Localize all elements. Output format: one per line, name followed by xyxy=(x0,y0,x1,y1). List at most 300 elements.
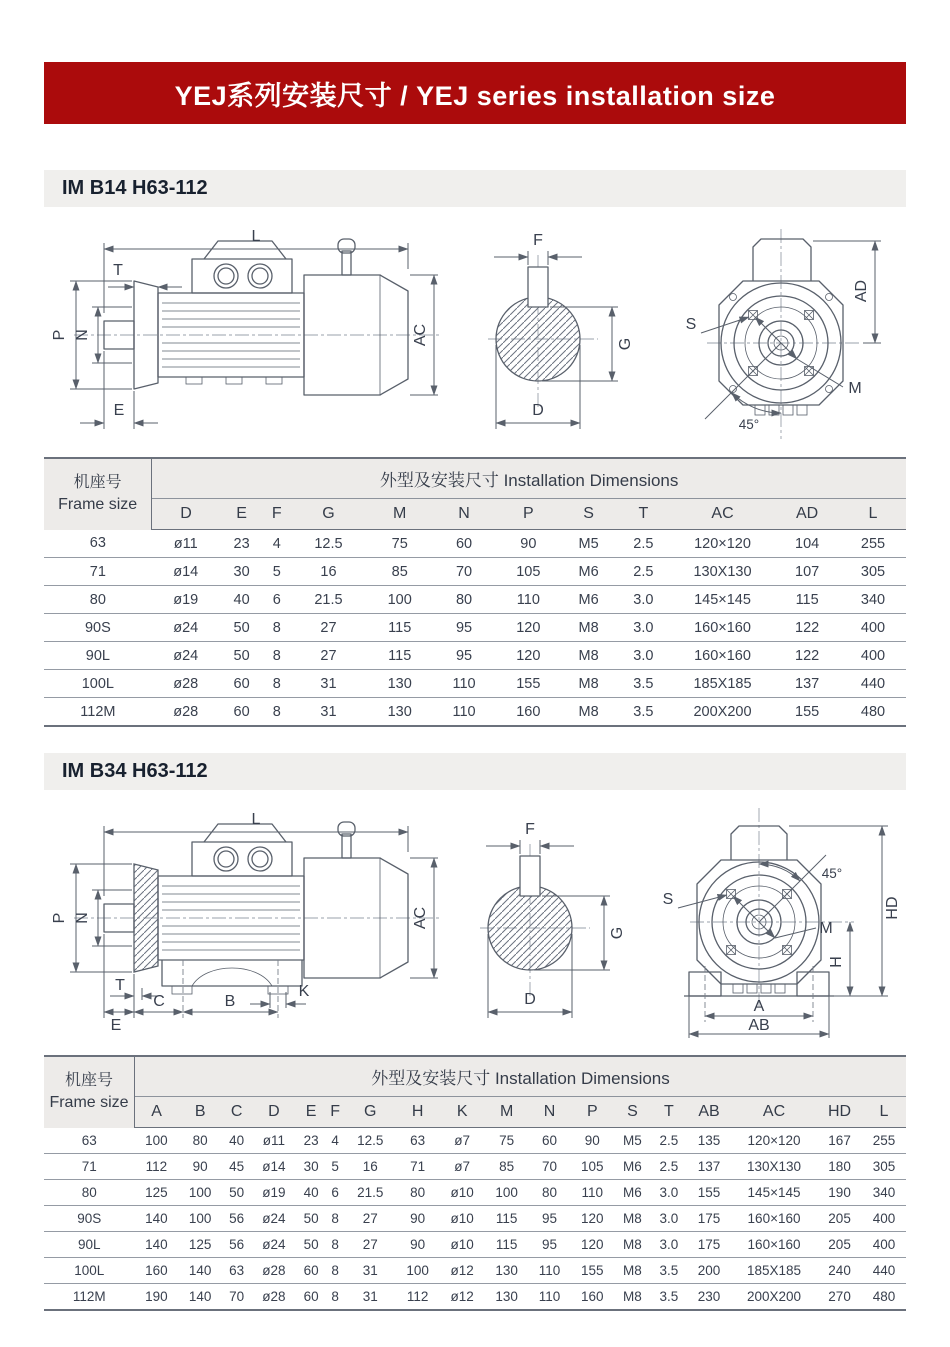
dim-cell-S: M8 xyxy=(614,1206,650,1232)
dim-label-H: H xyxy=(828,956,845,968)
dim-cell-F: 8 xyxy=(326,1206,345,1232)
dim-cell-F: 8 xyxy=(331,1289,339,1304)
dim-cell-AB: 175 xyxy=(687,1206,731,1232)
dim-cell-HD: 167 xyxy=(817,1128,862,1154)
dim-label-AC: AC xyxy=(412,906,429,930)
dim-label-F: F xyxy=(525,821,535,838)
frame-size-header-en: Frame size xyxy=(49,1094,129,1112)
dim-cell-E: 50 xyxy=(296,1232,325,1258)
dim-label-B: B xyxy=(224,993,236,1010)
dim-label-G: G xyxy=(616,337,634,351)
dim-cell-P: 120 xyxy=(570,1206,614,1232)
table-row xyxy=(44,558,906,586)
dim-cell-H: 90 xyxy=(396,1232,440,1258)
dim-cell-F: 4 xyxy=(326,1128,345,1154)
dim-cell-N: 95 xyxy=(529,1232,571,1258)
dim-label-S: S xyxy=(662,891,674,908)
frame-size-header-zh: 机座号 xyxy=(73,473,122,491)
dim-cell-N: 70 xyxy=(433,558,496,586)
dim-cell-C: 70 xyxy=(229,1289,245,1304)
column-header-G: G xyxy=(290,499,367,530)
dim-cell-M: 115 xyxy=(367,642,433,670)
dim-cell-L: 255 xyxy=(840,530,906,558)
dim-cell-A: 112 xyxy=(135,1154,179,1180)
column-header-D: D xyxy=(251,1097,296,1128)
dim-cell-E: 60 xyxy=(296,1258,325,1284)
dim-cell-AC: 130X130 xyxy=(731,1154,817,1180)
dim-cell-S: M6 xyxy=(561,586,616,614)
dim-cell-HD: 190 xyxy=(817,1180,862,1206)
dim-cell-M: 85 xyxy=(485,1154,529,1180)
dim-cell-C: 45 xyxy=(222,1154,251,1180)
b14-dimensions-table xyxy=(44,457,906,727)
dim-cell-S: M5 xyxy=(561,530,616,558)
column-header-A: A xyxy=(135,1097,179,1128)
column-header-E: E xyxy=(220,499,264,530)
dim-cell-P: 155 xyxy=(570,1258,614,1284)
dim-cell-G: 21.5 xyxy=(290,586,367,614)
column-header-AB: AB xyxy=(687,1097,731,1128)
column-header-G: G xyxy=(345,1097,396,1128)
dim-label-D: D xyxy=(531,402,544,419)
dim-cell-C: 63 xyxy=(222,1258,251,1284)
column-header-S: S xyxy=(561,499,616,530)
column-header-E: E xyxy=(296,1097,325,1128)
frame-size-cell: 90L xyxy=(44,642,152,670)
dim-cell-L: 480 xyxy=(860,703,886,720)
dim-cell-S: M8 xyxy=(561,670,616,698)
section-heading-b14 xyxy=(44,170,906,207)
dim-cell-E: 60 xyxy=(220,670,264,698)
dim-cell-M: 75 xyxy=(485,1128,529,1154)
dim-cell-P: 155 xyxy=(495,670,561,698)
dim-cell-AB: 137 xyxy=(687,1154,731,1180)
dim-cell-K: ø12 xyxy=(440,1258,485,1284)
dim-cell-HD: 180 xyxy=(817,1154,862,1180)
dim-cell-N: 110 xyxy=(452,703,476,720)
dim-cell-E: 50 xyxy=(220,642,264,670)
dim-cell-AB: 200 xyxy=(687,1258,731,1284)
dim-cell-A: 100 xyxy=(135,1128,179,1154)
dim-cell-N: 95 xyxy=(433,614,496,642)
dim-cell-M: 85 xyxy=(367,558,433,586)
dim-cell-G: 27 xyxy=(345,1232,396,1258)
dim-cell-T: 2.5 xyxy=(651,1128,688,1154)
dim-cell-P: 110 xyxy=(570,1180,614,1206)
dim-cell-A: 125 xyxy=(135,1180,179,1206)
dim-cell-N: 110 xyxy=(433,670,496,698)
dim-cell-G: 31 xyxy=(320,703,337,720)
dim-cell-F: 5 xyxy=(264,558,291,586)
dim-cell-L: 340 xyxy=(862,1180,906,1206)
dim-label-K: K xyxy=(298,983,310,1000)
installation-dimensions-header: 外型及安装尺寸 Installation Dimensions xyxy=(135,1056,907,1097)
dim-cell-E: 40 xyxy=(296,1180,325,1206)
dim-label-F: F xyxy=(532,232,543,249)
dim-cell-L: 400 xyxy=(840,614,906,642)
dim-cell-H: 90 xyxy=(396,1206,440,1232)
dim-cell-AD: 122 xyxy=(774,642,840,670)
column-header-N: N xyxy=(529,1097,571,1128)
b34-table-body xyxy=(44,1128,906,1311)
dim-cell-HD: 205 xyxy=(817,1206,862,1232)
dim-cell-H: 100 xyxy=(396,1258,440,1284)
dim-cell-C: 50 xyxy=(222,1180,251,1206)
dim-cell-M: 115 xyxy=(485,1232,529,1258)
dim-cell-T: 3.0 xyxy=(651,1232,688,1258)
dim-cell-G: 27 xyxy=(290,614,367,642)
dim-label-S: S xyxy=(685,316,697,333)
dim-cell-N: 80 xyxy=(433,586,496,614)
dim-label-P: P xyxy=(51,329,68,341)
dim-cell-AC: 185X185 xyxy=(671,670,774,698)
dim-cell-H: 63 xyxy=(396,1128,440,1154)
b34-dimensions-table xyxy=(44,1055,906,1311)
column-header-C: C xyxy=(222,1097,251,1128)
dim-cell-L: 400 xyxy=(840,642,906,670)
dim-cell-E: 23 xyxy=(296,1128,325,1154)
dim-cell-D: ø11 xyxy=(251,1128,296,1154)
column-header-AD: AD xyxy=(774,499,840,530)
table-row xyxy=(44,670,906,698)
dim-cell-HD: 270 xyxy=(828,1289,851,1304)
dim-cell-K: ø10 xyxy=(440,1180,485,1206)
dim-cell-B: 100 xyxy=(178,1180,222,1206)
dim-cell-AB: 155 xyxy=(687,1180,731,1206)
frame-size-cell: 100L xyxy=(44,1258,135,1284)
dim-cell-G: 31 xyxy=(290,670,367,698)
dim-cell-F: 8 xyxy=(326,1258,345,1284)
dim-cell-E: 60 xyxy=(233,703,250,720)
dim-label-E: E xyxy=(113,402,125,419)
table-row xyxy=(44,530,906,558)
dim-cell-T: 3.0 xyxy=(616,642,671,670)
dim-cell-F: 8 xyxy=(264,670,291,698)
dim-cell-AC: 200X200 xyxy=(693,703,752,720)
dim-label-G: G xyxy=(609,926,626,940)
dim-cell-P: 160 xyxy=(516,703,541,720)
dim-label-AD: AD xyxy=(853,279,870,303)
dim-cell-G: 12.5 xyxy=(345,1128,396,1154)
dim-cell-P: 160 xyxy=(581,1289,604,1304)
dim-cell-AC: 130X130 xyxy=(671,558,774,586)
dim-cell-AC: 160×160 xyxy=(731,1232,817,1258)
dim-cell-D: ø28 xyxy=(152,670,220,698)
column-header-T: T xyxy=(651,1097,688,1128)
dim-cell-E: 23 xyxy=(220,530,264,558)
b14-shaft-section-drawing xyxy=(468,217,648,447)
dim-label-T: T xyxy=(115,977,125,994)
dim-cell-M: 100 xyxy=(485,1180,529,1206)
dim-label-N: N xyxy=(74,329,91,341)
column-header-T: T xyxy=(616,499,671,530)
dim-label-45deg: 45° xyxy=(738,417,760,432)
dim-cell-N: 95 xyxy=(529,1206,571,1232)
dim-label-N: N xyxy=(74,912,91,924)
frame-size-cell: 112M xyxy=(80,703,116,720)
dim-cell-S: M8 xyxy=(623,1289,642,1304)
dim-label-AC: AC xyxy=(412,323,429,347)
column-header-AC: AC xyxy=(671,499,774,530)
dim-cell-D: ø24 xyxy=(152,614,220,642)
dim-cell-P: 90 xyxy=(495,530,561,558)
frame-size-header-en: Frame size xyxy=(58,496,138,514)
dim-cell-D: ø19 xyxy=(152,586,220,614)
dim-label-HD: HD xyxy=(884,896,901,920)
dim-cell-A: 140 xyxy=(135,1206,179,1232)
dim-cell-E: 30 xyxy=(296,1154,325,1180)
dim-label-T: T xyxy=(113,262,123,279)
frame-size-cell: 80 xyxy=(44,1180,135,1206)
dim-label-L: L xyxy=(251,228,261,245)
frame-size-cell: 90S xyxy=(44,614,152,642)
dim-cell-P: 120 xyxy=(570,1232,614,1258)
dim-cell-AC: 145×145 xyxy=(731,1180,817,1206)
table-row xyxy=(44,614,906,642)
dim-cell-AC: 145×145 xyxy=(671,586,774,614)
dim-cell-N: 60 xyxy=(433,530,496,558)
section-heading-text: IM B34 H63-112 xyxy=(62,760,208,782)
table-row xyxy=(44,1128,906,1154)
dim-cell-F: 8 xyxy=(326,1232,345,1258)
dim-cell-M: 115 xyxy=(485,1206,529,1232)
dim-cell-H: 112 xyxy=(406,1289,429,1304)
column-header-H: H xyxy=(396,1097,440,1128)
dim-cell-AB: 175 xyxy=(687,1232,731,1258)
frame-size-cell: 90S xyxy=(44,1206,135,1232)
dim-cell-C: 56 xyxy=(222,1206,251,1232)
dim-cell-L: 400 xyxy=(862,1232,906,1258)
dim-cell-C: 40 xyxy=(222,1128,251,1154)
column-header-N: N xyxy=(433,499,496,530)
dim-cell-M: 130 xyxy=(387,703,412,720)
column-header-P: P xyxy=(570,1097,614,1128)
dim-cell-AC: 185X185 xyxy=(731,1258,817,1284)
dim-cell-M: 100 xyxy=(367,586,433,614)
table-row xyxy=(44,1232,906,1258)
b34-shaft-section-drawing xyxy=(460,800,640,1045)
dim-cell-F: 8 xyxy=(264,614,291,642)
dim-cell-D: ø28 xyxy=(251,1258,296,1284)
column-letters-row xyxy=(44,1097,906,1128)
dim-cell-M: 75 xyxy=(367,530,433,558)
b34-drawings-row xyxy=(44,790,906,1045)
dim-cell-E: 50 xyxy=(296,1206,325,1232)
table-row xyxy=(44,1206,906,1232)
dim-cell-S: M5 xyxy=(614,1128,650,1154)
dim-cell-E: 60 xyxy=(303,1289,319,1304)
b34-front-view-drawing xyxy=(654,800,904,1045)
page-title-banner xyxy=(44,62,906,124)
dim-cell-AD: 104 xyxy=(774,530,840,558)
dim-cell-D: ø14 xyxy=(251,1154,296,1180)
page-title: YEJ系列安装尺寸 / YEJ series installation size xyxy=(174,80,776,111)
dim-cell-A: 160 xyxy=(135,1258,179,1284)
dim-cell-T: 2.5 xyxy=(651,1154,688,1180)
dim-cell-AC: 120×120 xyxy=(671,530,774,558)
frame-size-header xyxy=(44,1056,135,1128)
table-row xyxy=(44,1154,906,1180)
dim-cell-M: 130 xyxy=(485,1258,529,1284)
dim-label-M: M xyxy=(819,920,833,937)
column-header-K: K xyxy=(440,1097,485,1128)
installation-dimensions-header: 外型及安装尺寸 Installation Dimensions xyxy=(152,458,906,499)
section-heading-b34 xyxy=(44,753,906,790)
dim-cell-D: ø28 xyxy=(173,703,199,720)
dim-cell-S: M6 xyxy=(614,1154,650,1180)
dim-cell-E: 30 xyxy=(220,558,264,586)
table-row xyxy=(44,586,906,614)
dim-cell-S: M6 xyxy=(561,558,616,586)
dim-cell-D: ø24 xyxy=(152,642,220,670)
dim-cell-H: 80 xyxy=(396,1180,440,1206)
dim-cell-D: ø24 xyxy=(251,1232,296,1258)
dim-cell-P: 120 xyxy=(495,614,561,642)
frame-size-cell: 71 xyxy=(44,558,152,586)
dim-cell-T: 3.5 xyxy=(651,1258,688,1284)
table-row xyxy=(44,698,906,727)
column-header-D: D xyxy=(152,499,220,530)
dim-cell-B: 80 xyxy=(178,1128,222,1154)
dim-label-AB: AB xyxy=(748,1017,770,1034)
dim-cell-M: 130 xyxy=(495,1289,518,1304)
dim-cell-E: 50 xyxy=(220,614,264,642)
dim-cell-G: 31 xyxy=(362,1289,378,1304)
dim-cell-A: 140 xyxy=(135,1232,179,1258)
dim-cell-F: 8 xyxy=(264,642,291,670)
b14-table-body xyxy=(44,530,906,727)
dim-cell-K: ø12 xyxy=(450,1289,474,1304)
column-header-M: M xyxy=(367,499,433,530)
frame-size-cell: 112M xyxy=(72,1289,106,1304)
dim-cell-L: 440 xyxy=(840,670,906,698)
dim-cell-D: ø19 xyxy=(251,1180,296,1206)
dim-cell-B: 125 xyxy=(178,1232,222,1258)
frame-size-cell: 100L xyxy=(44,670,152,698)
dim-cell-T: 3.5 xyxy=(616,670,671,698)
frame-size-cell: 71 xyxy=(44,1154,135,1180)
dim-label-A: A xyxy=(753,998,765,1015)
dim-cell-T: 3.0 xyxy=(616,586,671,614)
dim-cell-N: 60 xyxy=(529,1128,571,1154)
column-header-P: P xyxy=(495,499,561,530)
dim-cell-H: 71 xyxy=(396,1154,440,1180)
table-row xyxy=(44,1284,906,1311)
dim-cell-AC: 160×160 xyxy=(671,642,774,670)
column-header-F: F xyxy=(264,499,291,530)
dim-cell-P: 105 xyxy=(570,1154,614,1180)
dim-cell-F: 6 xyxy=(326,1180,345,1206)
b14-drawings-row xyxy=(44,207,906,447)
dim-cell-HD: 240 xyxy=(817,1258,862,1284)
dim-cell-L: 400 xyxy=(862,1206,906,1232)
dim-label-L: L xyxy=(251,811,261,828)
dim-cell-T: 2.5 xyxy=(616,558,671,586)
dim-cell-T: 3.5 xyxy=(659,1289,679,1304)
section-heading-text: IM B14 H63-112 xyxy=(62,177,208,199)
dim-cell-G: 27 xyxy=(345,1206,396,1232)
column-header-HD: HD xyxy=(817,1097,862,1128)
dim-cell-N: 110 xyxy=(538,1289,561,1304)
frame-size-header xyxy=(44,458,152,530)
dim-cell-C: 56 xyxy=(222,1232,251,1258)
dim-cell-L: 305 xyxy=(862,1154,906,1180)
dim-cell-HD: 205 xyxy=(817,1232,862,1258)
dim-cell-D: ø28 xyxy=(262,1289,286,1304)
dim-cell-AD: 122 xyxy=(774,614,840,642)
dim-cell-F: 8 xyxy=(272,703,281,720)
frame-size-header-zh: 机座号 xyxy=(64,1071,113,1089)
dim-cell-B: 100 xyxy=(178,1206,222,1232)
dim-label-M: M xyxy=(848,380,862,397)
column-header-L: L xyxy=(862,1097,906,1128)
dim-cell-B: 140 xyxy=(178,1258,222,1284)
dim-cell-T: 3.0 xyxy=(651,1206,688,1232)
dim-cell-AD: 107 xyxy=(774,558,840,586)
dim-cell-S: M8 xyxy=(561,614,616,642)
dim-cell-P: 120 xyxy=(495,642,561,670)
dim-cell-K: ø10 xyxy=(440,1232,485,1258)
dim-cell-G: 16 xyxy=(345,1154,396,1180)
dim-cell-M: 130 xyxy=(367,670,433,698)
dim-cell-N: 80 xyxy=(529,1180,571,1206)
dim-cell-D: ø11 xyxy=(152,530,220,558)
dim-cell-N: 110 xyxy=(529,1258,571,1284)
column-header-F: F xyxy=(326,1097,345,1128)
dim-label-E: E xyxy=(110,1017,122,1034)
dim-cell-P: 110 xyxy=(495,586,561,614)
dim-cell-L: 255 xyxy=(862,1128,906,1154)
dim-cell-T: 3.5 xyxy=(633,703,654,720)
dim-cell-AC: 120×120 xyxy=(731,1128,817,1154)
b34-side-view-drawing xyxy=(46,800,446,1045)
table-row xyxy=(44,642,906,670)
dim-cell-P: 105 xyxy=(495,558,561,586)
dim-label-45deg: 45° xyxy=(821,866,843,881)
column-header-M: M xyxy=(485,1097,529,1128)
dim-cell-T: 3.0 xyxy=(616,614,671,642)
dim-cell-F: 5 xyxy=(326,1154,345,1180)
dim-cell-AC: 200X200 xyxy=(746,1289,802,1304)
dim-cell-F: 6 xyxy=(264,586,291,614)
dim-cell-AD: 137 xyxy=(774,670,840,698)
frame-size-cell: 63 xyxy=(44,530,152,558)
dim-cell-S: M8 xyxy=(614,1258,650,1284)
column-header-B: B xyxy=(178,1097,222,1128)
dim-cell-G: 31 xyxy=(345,1258,396,1284)
column-letters-row xyxy=(44,499,906,530)
dim-cell-L: 305 xyxy=(840,558,906,586)
dim-cell-K: ø7 xyxy=(440,1128,485,1154)
dim-cell-T: 3.0 xyxy=(651,1180,688,1206)
dim-cell-K: ø7 xyxy=(440,1154,485,1180)
dim-cell-AC: 160×160 xyxy=(671,614,774,642)
dim-cell-N: 70 xyxy=(529,1154,571,1180)
dim-cell-N: 95 xyxy=(433,642,496,670)
dim-cell-G: 27 xyxy=(290,642,367,670)
dim-cell-F: 4 xyxy=(264,530,291,558)
dim-cell-S: M8 xyxy=(578,703,599,720)
dim-cell-AB: 135 xyxy=(687,1128,731,1154)
dim-cell-M: 115 xyxy=(367,614,433,642)
dim-label-C: C xyxy=(153,993,165,1010)
dim-label-P: P xyxy=(51,912,68,924)
dim-cell-G: 16 xyxy=(290,558,367,586)
dim-cell-D: ø24 xyxy=(251,1206,296,1232)
dim-cell-AB: 230 xyxy=(697,1289,721,1304)
dim-cell-L: 480 xyxy=(872,1289,896,1304)
column-header-AC: AC xyxy=(731,1097,817,1128)
